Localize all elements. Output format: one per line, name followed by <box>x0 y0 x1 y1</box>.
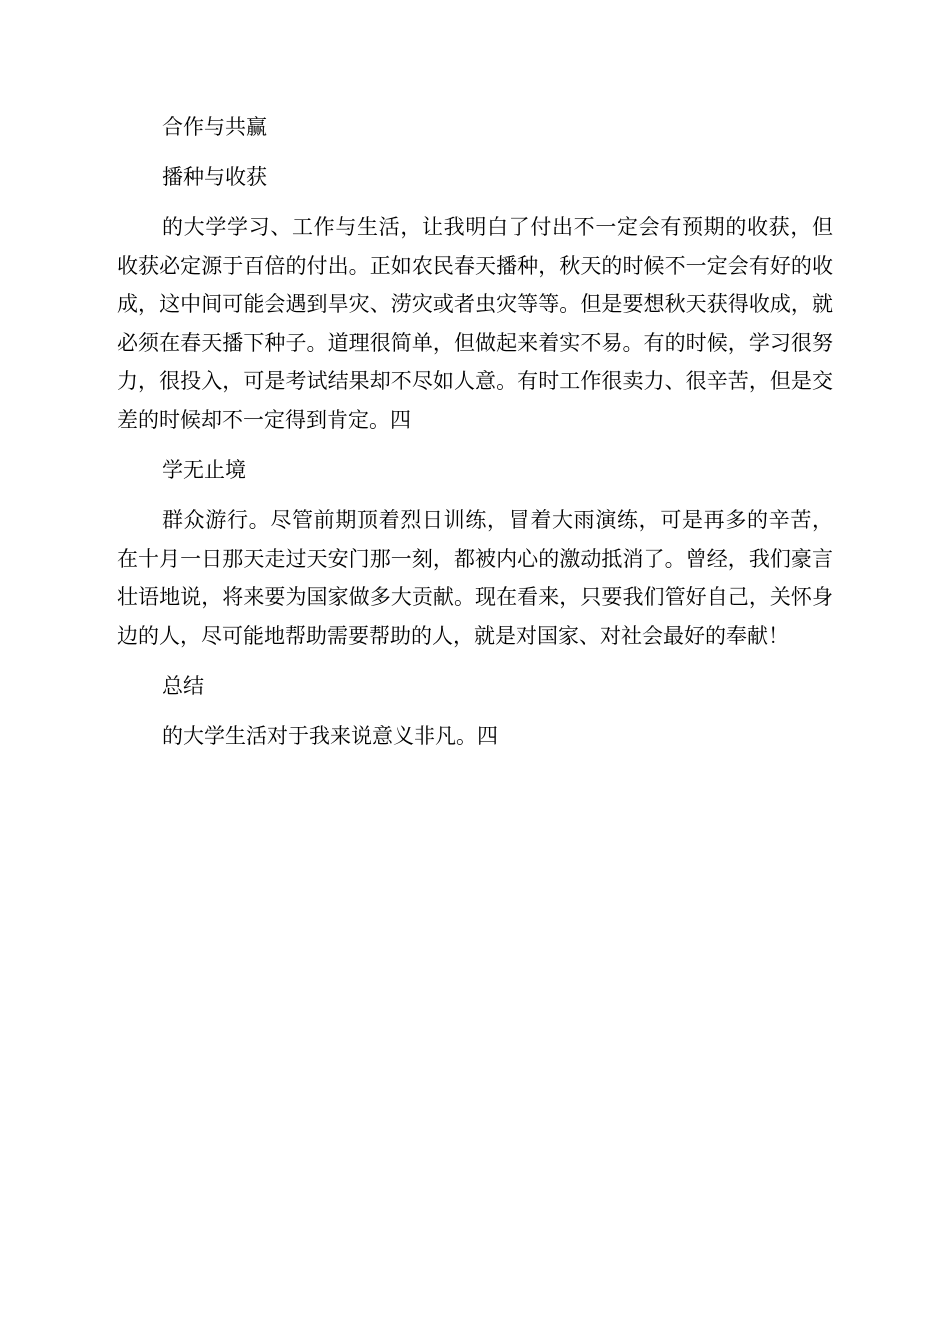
paragraph-sowing-harvest: 的大学学习、工作与生活，让我明白了付出不一定会有预期的收获，但收获必定源于百倍的付出。正如农民春天播种，秋天的时候不一定会有好的收成，这中间可能会遇到旱灾、涝灾或者虫灾等等。但是要想秋天获得收成，就必须在春天播下种子。道理很简单，但做起来着实不易。有的时候，学习很努力，很投入，可是考试结果却不尽如人意。有时工作很卖力、很辛苦，但是交差的时候却不一定得到肯定。四 <box>117 215 833 432</box>
paragraph-summary: 的大学生活对于我来说意义非凡。四 <box>162 724 498 748</box>
document-page <box>117 108 833 768</box>
section-heading-summary: 总结 <box>162 674 204 698</box>
section-heading-cooperation: 合作与共赢 <box>162 115 267 139</box>
section-heading-sowing-harvest: 播种与收获 <box>162 165 267 189</box>
paragraph-endless-learning: 群众游行。尽管前期顶着烈日训练，冒着大雨演练，可是再多的辛苦，在十月一日那天走过天安门那一刻，都被内心的激动抵消了。曾经，我们豪言壮语地说，将来要为国家做多大贡献。现在看来，只要我们管好自己，关怀身边的人，尽可能地帮助需要帮助的人，就是对国家、对社会最好的奉献！ <box>117 508 833 648</box>
section-heading-endless-learning: 学无止境 <box>162 458 246 482</box>
